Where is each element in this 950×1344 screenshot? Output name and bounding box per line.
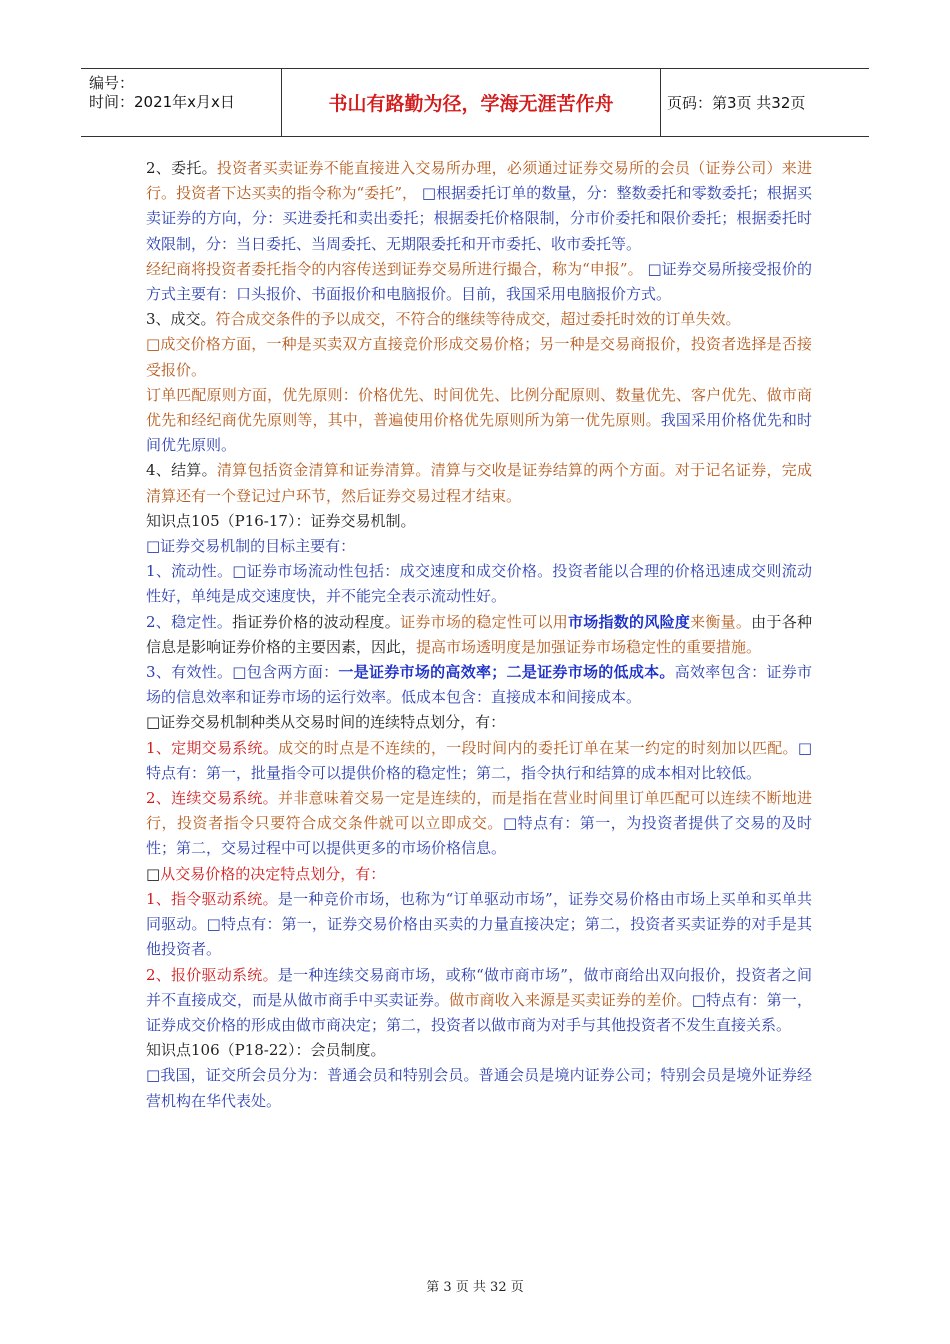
text-run: 是一种竞价市场，也称为“订单驱动市场”，证券交易价格由市场上买单和买单共同驱动。: [146, 889, 813, 934]
text-run: 清算包括资金清算和证券清算。清算与交收是证券结算的两个方面。对于记名证券，完成清算还有一个登记过户环节，然后证券交易过程才结束。: [146, 461, 812, 505]
text-run: 1、定期交易系统。: [146, 738, 279, 757]
text-run: 2、连续交易系统。: [146, 789, 278, 808]
text-run: 1、指令驱动系统。: [146, 889, 278, 908]
text-run: 3、有效性。□包含两方面：: [146, 663, 339, 682]
text-run: □证券交易机制种类从交易时间的连续特点划分，有：: [146, 713, 506, 732]
paragraph: [146, 887, 812, 963]
paragraph: [146, 736, 812, 786]
number-label: 编号：: [89, 74, 135, 92]
paragraph: [146, 509, 812, 534]
paragraph: [146, 458, 812, 508]
header-page-info: 页码：第3页 共32页: [667, 94, 806, 112]
text-run: 知识点105（P16-17）：证券交易机制。: [146, 511, 416, 530]
text-run: □特点有：第一，证券成交价格的形成由做市商决定；第二，投资者以做市商为对手与其他投资者不发生直接关系。: [146, 990, 812, 1034]
text-run: □特点有：第一，为投资者提供了交易的及时性；第二，交易过程中可以提供更多的市场价格信息。: [146, 814, 812, 858]
header-meta-cell: [81, 69, 282, 136]
text-run: □成交价格方面，一种是买卖双方直接竞价形成交易价格；另一种是交易商报价，投资者选择是否接受报价。: [146, 335, 812, 379]
text-run: □: [146, 864, 161, 883]
text-run: 是一种连续交易商市场，或称“做市商市场”，做市商给出双向报价，投资者之间并不直接成交，而是从做市商手中买卖证券。: [146, 965, 813, 1009]
text-run: 知识点106（P18-22）：会员制度。: [146, 1041, 386, 1060]
paragraph: [146, 786, 812, 862]
text-run: 指证券价格的波动程度。: [232, 612, 401, 631]
text-run: □特点有：第一，批量指令可以提供价格的稳定性；第二，指令执行和结算的成本相对比较低。: [146, 738, 812, 782]
text-run: 1、流动性。□证券市场流动性包括：成交速度和成交价格。投资者能以合理的价格迅速成交则流动性好，单纯是成交速度快，并不能完全表示流动性好。: [146, 562, 812, 606]
text-run: 我国采用价格优先和时间优先原则。: [146, 411, 812, 455]
paragraph: [146, 1063, 812, 1113]
text-run: 4、结算。: [146, 461, 217, 480]
text-run: 2、报价驱动系统。: [146, 965, 278, 984]
paragraph: [146, 534, 812, 559]
paragraph: [146, 332, 812, 382]
text-run: 符合成交条件的予以成交，不符合的继续等待成交，超过委托时效的订单失效。: [215, 310, 741, 329]
paragraph: [146, 610, 812, 660]
text-run: 市场指数的风险度: [567, 612, 691, 631]
document-header: [81, 68, 869, 137]
text-run: 成交的时点是不连续的，一段时间内的委托订单在某一约定的时刻加以匹配。: [278, 738, 798, 757]
text-run: □特点有：第一，证券交易价格由买卖的力量直接决定；第二，投资者买卖证券的对手是其他投资者。: [146, 915, 812, 959]
text-run: 订单匹配原则方面，优先原则：价格优先、时间优先、比例分配原则、数量优先、客户优先、做市商优先和经纪商优先原则等，其中，普遍使用价格优先原则所为第一优先原则。: [146, 385, 812, 430]
header-motto: 书山有路勤为径，学海无涯苦作舟: [282, 69, 661, 136]
text-run: □证券交易机制的目标主要有：: [146, 537, 356, 556]
text-run: □我国，证交所会员分为：普通会员和特别会员。普通会员是境内证券公司；特别会员是境外证券经营机构在华代表处。: [146, 1066, 812, 1110]
text-run: 投资者买卖证券不能直接进入交易所办理，必须通过证券交易所的会员（证券公司）来进行。投资者下达买卖的指令称为“委托”，: [146, 159, 812, 203]
text-run: 经纪商将投资者委托指令的内容传送到证券交易所进行撮合，称为“申报”。: [146, 259, 643, 278]
text-run: 证券市场的稳定性可以用: [400, 612, 568, 631]
text-run: 由于各种信息是影响证券价格的主要因素，因此，: [146, 612, 812, 656]
text-run: 从交易价格的决定特点划分，有：: [160, 864, 386, 883]
paragraph: [146, 1038, 812, 1063]
text-run: 并非意味着交易一定是连续的，而是指在营业时间里订单匹配可以连续不断地进行，投资者指令只要符合成交条件就可以立即成交。: [146, 789, 813, 833]
text-run: 3、成交。: [146, 310, 216, 329]
text-run: □证券交易所接受报价的方式主要有：口头报价、书面报价和电脑报价。目前，我国采用电脑报价方式。: [146, 259, 812, 304]
paragraph: [146, 383, 812, 459]
paragraph: [146, 710, 812, 735]
paragraph: [146, 963, 812, 1039]
paragraph: [146, 257, 812, 307]
paragraph: [146, 156, 812, 257]
text-run: 提高市场透明度是加强证券市场稳定性的重要措施。: [416, 637, 762, 656]
paragraph: [146, 660, 812, 710]
page-footer: 第 3 页 共 32 页: [426, 1280, 524, 1295]
text-run: □根据委托订单的数量，分：整数委托和零数委托；根据买卖证券的方向，分：买进委托和卖出委托；根据委托价格限制，分市价委托和限价委托；根据委托时效限制，分：当日委托、当周委托、无期限委托和开市委托、收市委托等。: [146, 184, 812, 253]
text-run: 2、委托。: [146, 159, 217, 177]
text-run: 高效率包含：证券市场的信息效率和证券市场的运行效率。低成本包含：直接成本和间接成本。: [146, 663, 812, 707]
text-run: 2、稳定性。: [146, 612, 233, 631]
document-body: [146, 156, 812, 1114]
paragraph: [146, 307, 812, 332]
text-run: 来衡量。: [690, 612, 752, 631]
date-label: 时间：2021年x月x日: [89, 93, 235, 111]
paragraph: [146, 862, 812, 887]
paragraph: [146, 559, 812, 609]
text-run: 一是证券市场的高效率；二是证券市场的低成本。: [338, 663, 675, 682]
text-run: 做市商收入来源是买卖证券的差价。: [449, 990, 692, 1009]
